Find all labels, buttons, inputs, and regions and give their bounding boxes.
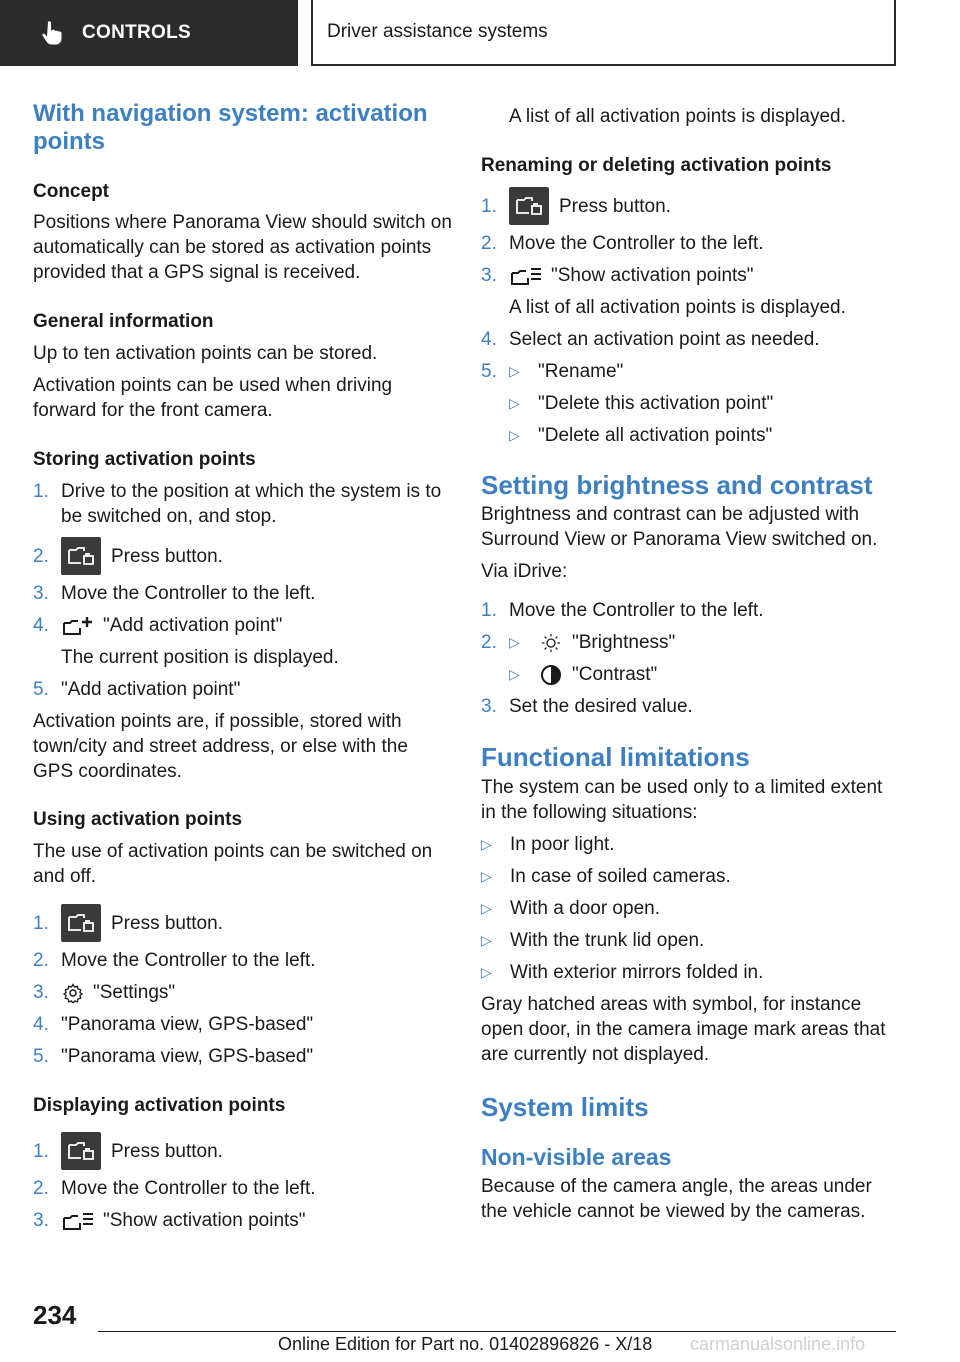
page-header — [0, 0, 960, 66]
sun-icon — [538, 632, 564, 654]
list-item: 2. Move the Controller to the left. — [33, 950, 316, 971]
general-text-1: Up to ten activation points can be stored. — [33, 343, 378, 364]
list-item: ▷ In poor light. — [481, 834, 615, 855]
list-item: 3. "Settings" — [33, 982, 176, 1003]
list-item: ▷ "Delete all activation points" — [509, 425, 773, 446]
list-item: ▷ "Contrast" — [509, 664, 658, 685]
brightness-heading: Setting brightness and contrast — [481, 470, 873, 500]
list-item: 2. Move the Controller to the left. — [481, 233, 764, 254]
list-activation-points-icon — [509, 265, 543, 287]
list-item: 1. Drive to the position at which the system is to be switched on, and stop. — [33, 481, 442, 527]
using-text: The use of activation points can be switched on and off. — [33, 841, 433, 887]
nonvisible-heading: Non-visible areas — [481, 1144, 672, 1170]
bullet-triangle-icon: ▷ — [481, 964, 492, 980]
watermark: carmanualsonline.info — [690, 1334, 866, 1354]
bullet-triangle-icon: ▷ — [509, 363, 520, 379]
general-text-2: Activation points can be used when driving forward for the front camera. — [33, 375, 393, 421]
storing-title: Storing activation points — [33, 449, 256, 470]
via-idrive: Via iDrive: — [481, 561, 568, 582]
list-item: ▷ "Delete this activation point" — [509, 393, 774, 414]
list-item: 4. "Add activation point" — [33, 615, 283, 636]
camera-button-icon — [61, 1132, 101, 1170]
limitations-after-text: Gray hatched areas with symbol, for instance open door, in the camera image mark areas that are currently not displayed. — [481, 994, 886, 1065]
list-activation-points-icon — [61, 1210, 95, 1232]
bullet-triangle-icon: ▷ — [481, 868, 492, 884]
nonvisible-text: Because of the camera angle, the areas under the vehicle cannot be viewed by the cameras. — [481, 1176, 872, 1222]
camera-button-icon — [509, 187, 549, 225]
section-tab — [0, 0, 298, 66]
gear-icon — [61, 982, 85, 1004]
bullet-triangle-icon: ▷ — [509, 395, 520, 411]
contrast-icon — [538, 664, 564, 686]
display-note: A list of all activation points is displayed. — [509, 106, 846, 127]
bullet-triangle-icon: ▷ — [481, 900, 492, 916]
list-item: 4. Select an activation point as needed. — [481, 329, 820, 350]
list-item: 1. Press button. — [33, 904, 453, 942]
concept-title: Concept — [33, 181, 109, 202]
rename-title: Renaming or deleting activation points — [481, 155, 832, 176]
list-item: 2. ▷ "Brightness" — [481, 632, 676, 653]
list-item: 5. ▷ "Rename" — [481, 361, 624, 382]
using-title: Using activation points — [33, 809, 243, 830]
footer-edition: Online Edition for Part no. 01402896826 - X/18 — [278, 1334, 653, 1354]
list-item: 3. "Show activation points" — [481, 265, 754, 286]
list-item: ▷ With the trunk lid open. — [481, 930, 705, 951]
list-item: 2. Move the Controller to the left. — [33, 1178, 316, 1199]
chapter-title: Driver assistance systems — [327, 21, 548, 42]
camera-button-icon — [61, 537, 101, 575]
system-limits-heading: System limits — [481, 1092, 649, 1122]
list-item: 3. Set the desired value. — [481, 696, 693, 717]
list-item: ▷ In case of soiled cameras. — [481, 866, 731, 887]
step-note: A list of all activation points is displayed. — [509, 297, 846, 318]
list-item: 1. Press button. — [481, 187, 901, 225]
bullet-triangle-icon: ▷ — [481, 836, 492, 852]
limitations-heading: Functional limitations — [481, 742, 750, 772]
list-item: 5. "Add activation point" — [33, 679, 241, 700]
bullet-triangle-icon: ▷ — [509, 634, 520, 650]
list-item: 4. "Panorama view, GPS-based" — [33, 1014, 314, 1035]
bullet-triangle-icon: ▷ — [509, 666, 520, 682]
bullet-triangle-icon: ▷ — [481, 932, 492, 948]
footer-divider — [98, 1331, 896, 1332]
limitations-text: The system can be used only to a limited extent in the following situations: — [481, 777, 883, 823]
camera-button-icon — [61, 904, 101, 942]
right-column — [481, 100, 901, 1224]
concept-text: Positions where Panorama View should switch on automatically can be stored as activation points provided that a GPS signal is received. — [33, 212, 452, 283]
bullet-triangle-icon: ▷ — [509, 427, 520, 443]
step-note: The current position is displayed. — [61, 647, 339, 668]
general-title: General information — [33, 311, 214, 332]
brightness-text: Brightness and contrast can be adjusted with Surround View or Panorama View switched on. — [481, 504, 878, 550]
list-item: 1. Move the Controller to the left. — [481, 600, 764, 621]
storing-after-text: Activation points are, if possible, stored with town/city and street address, or else with the GPS coordinates. — [33, 711, 408, 782]
add-activation-point-icon — [61, 615, 95, 637]
page-number: 234 — [33, 1300, 77, 1330]
activation-points-heading: With navigation system: activation points — [33, 100, 428, 155]
hand-pointer-icon — [38, 18, 68, 48]
list-item: 3. "Show activation points" — [33, 1210, 306, 1231]
list-item: 3. Move the Controller to the left. — [33, 583, 316, 604]
list-item: ▷ With a door open. — [481, 898, 660, 919]
list-item: 1. Press button. — [33, 1132, 453, 1170]
left-column — [33, 100, 453, 1233]
section-title: CONTROLS — [82, 22, 192, 43]
list-item: ▷ With exterior mirrors folded in. — [481, 962, 764, 983]
display-title: Displaying activation points — [33, 1095, 286, 1116]
list-item: 5. "Panorama view, GPS-based" — [33, 1046, 314, 1067]
list-item: 2. Press button. — [33, 537, 453, 575]
chapter-tab — [311, 0, 896, 66]
